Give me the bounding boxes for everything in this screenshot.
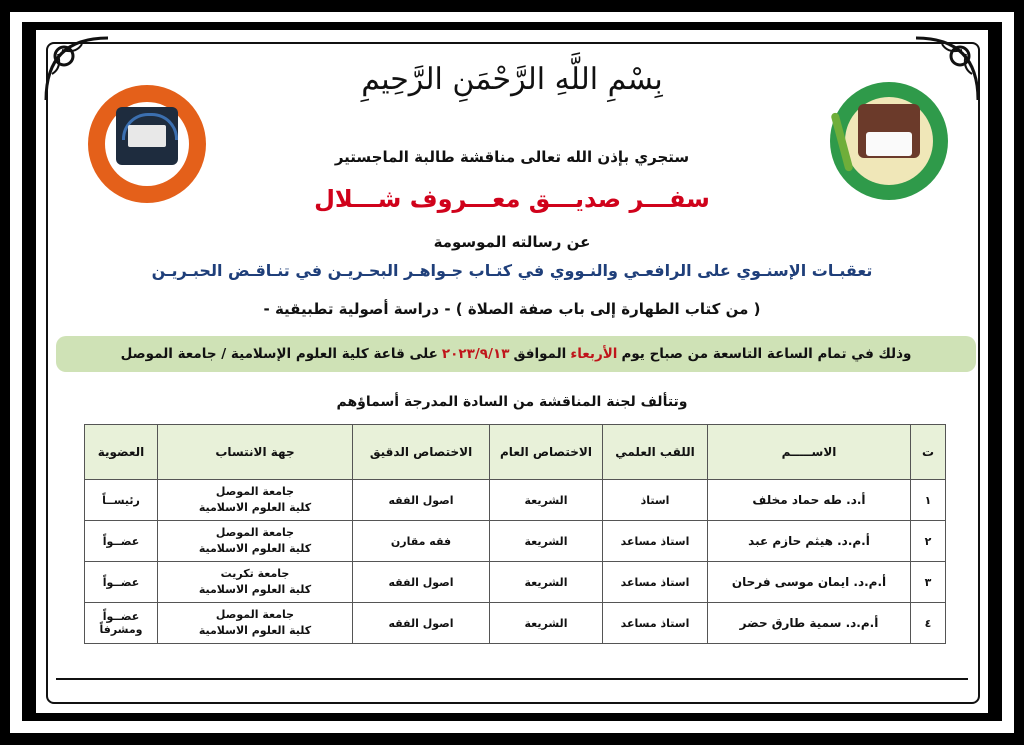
affiliation-college: كلية العلوم الاسلامية <box>198 624 312 637</box>
college-of-islamic-sciences-logo <box>830 82 948 200</box>
member-role: رئيســاً <box>85 480 158 521</box>
affiliation-university: جامعة الموصل <box>215 485 295 498</box>
thesis-subtitle: ( من كتاب الطهارة إلى باب صفة الصلاة ) - دراسة أصولية تطبيقية - <box>263 300 761 318</box>
member-role: عضــواً <box>85 562 158 603</box>
schedule-day: الأربعاء <box>570 346 618 362</box>
affiliation-university: جامعة الموصل <box>215 608 295 621</box>
member-name: أ.م.د. ايمان موسى فرحان <box>708 562 911 603</box>
member-specific-specialty: اصول الفقه <box>353 603 490 644</box>
header-general-specialty: الاختصاص العام <box>490 425 603 480</box>
member-name: أ.م.د. سمية طارق حضر <box>708 603 911 644</box>
row-number: ٢ <box>911 521 946 562</box>
affiliation-university: جامعة تكريت <box>220 567 290 580</box>
thesis-title: تعقبـات الإسنـوي على الرافعـي والنـووي في كتـاب جـواهـر البحـريـن في تنـاقـض الحبـريـن <box>151 261 873 280</box>
member-general-specialty: الشريعة <box>490 521 603 562</box>
row-number: ٤ <box>911 603 946 644</box>
table-row <box>85 521 946 562</box>
poster <box>36 30 988 713</box>
header-membership: العضوية <box>85 425 158 480</box>
affiliation-college: كلية العلوم الاسلامية <box>198 501 312 514</box>
member-title: استاذ مساعد <box>603 562 708 603</box>
member-affiliation <box>158 480 353 521</box>
committee-intro: وتتألف لجنة المناقشة من السادة المدرجة أسماؤهم <box>336 394 688 410</box>
header-title: اللقب العلمي <box>603 425 708 480</box>
member-name: أ.م.د. هيثم حازم عبد <box>708 521 911 562</box>
member-title: استاذ <box>603 480 708 521</box>
member-role: عضــواً ومشرفاً <box>85 603 158 644</box>
member-general-specialty: الشريعة <box>490 480 603 521</box>
thesis-intro: عن رسالته الموسومة <box>433 233 591 251</box>
table-row <box>85 562 946 603</box>
member-general-specialty: الشريعة <box>490 603 603 644</box>
bottom-divider <box>56 678 968 680</box>
member-specific-specialty: فقه مقارن <box>353 521 490 562</box>
schedule-before: وذلك في تمام الساعة التاسعة من صباح يوم <box>621 346 912 362</box>
member-name: أ.د. طه حماد مخلف <box>708 480 911 521</box>
schedule-bar <box>56 336 976 372</box>
committee-table <box>84 424 946 644</box>
schedule-middle: الموافق <box>513 346 567 362</box>
member-affiliation <box>158 603 353 644</box>
header-name: الاســـــم <box>708 425 911 480</box>
table-row <box>85 603 946 644</box>
student-name: سفـــر صديـــق معـــروف شـــلال <box>314 185 710 213</box>
member-affiliation <box>158 562 353 603</box>
announcement-line: ستجري بإذن الله تعالى مناقشة طالبة الماجستير <box>334 148 690 166</box>
row-number: ١ <box>911 480 946 521</box>
basmala-calligraphy: بِسْمِ اللَّهِ الرَّحْمَنِ الرَّحِيمِ <box>361 62 663 97</box>
table-row <box>85 480 946 521</box>
member-specific-specialty: اصول الفقه <box>353 480 490 521</box>
affiliation-college: كلية العلوم الاسلامية <box>198 542 312 555</box>
schedule-date: ٢٠٢٣/٩/١٣ <box>441 346 510 362</box>
schedule-after: على قاعة كلية العلوم الإسلامية / جامعة الموصل <box>120 346 438 362</box>
header-specific-specialty: الاختصاص الدقيق <box>353 425 490 480</box>
affiliation-college: كلية العلوم الاسلامية <box>198 583 312 596</box>
member-specific-specialty: اصول الفقه <box>353 562 490 603</box>
header-affiliation: جهة الانتساب <box>158 425 353 480</box>
member-affiliation <box>158 521 353 562</box>
member-general-specialty: الشريعة <box>490 562 603 603</box>
header-number: ت <box>911 425 946 480</box>
member-title: استاذ مساعد <box>603 521 708 562</box>
member-role: عضــواً <box>85 521 158 562</box>
member-title: استاذ مساعد <box>603 603 708 644</box>
affiliation-university: جامعة الموصل <box>215 526 295 539</box>
row-number: ٣ <box>911 562 946 603</box>
table-header-row <box>85 425 946 480</box>
